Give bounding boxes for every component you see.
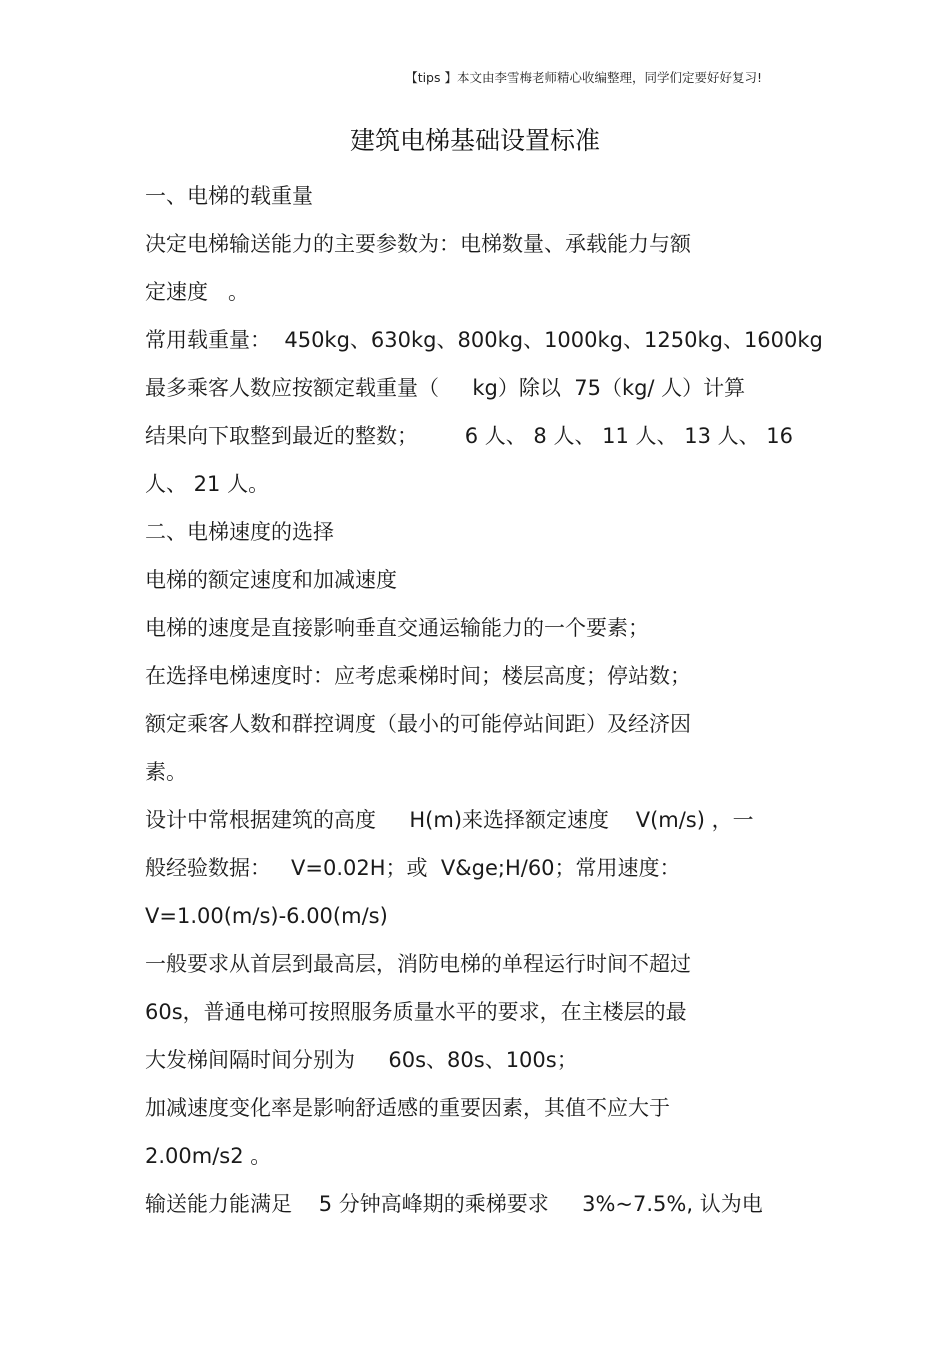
- paragraph-line: 60s，普通电梯可按照服务质量水平的要求，在主楼层的最: [145, 1000, 687, 1024]
- paragraph-line: 决定电梯输送能力的主要参数为：电梯数量、承载能力与额: [145, 232, 691, 256]
- paragraph-line: 在选择电梯速度时：应考虑乘梯时间；楼层高度；停站数；: [145, 664, 691, 688]
- paragraph-line: 加减速度变化率是影响舒适感的重要因素，其值不应大于: [145, 1096, 670, 1120]
- section-heading-load: 一、电梯的载重量: [145, 184, 313, 208]
- paragraph-line: 一般要求从首层到最高层，消防电梯的单程运行时间不超过: [145, 952, 691, 976]
- paragraph-line: 输送能力能满足 5 分钟高峰期的乘梯要求 3%~7.5%, 认为电: [145, 1192, 763, 1216]
- paragraph-line: 额定乘客人数和群控调度（最小的可能停站间距）及经济因: [145, 712, 691, 736]
- paragraph-line: 电梯的速度是直接影响垂直交通运输能力的一个要素；: [145, 616, 649, 640]
- paragraph-line: 设计中常根据建筑的高度 H(m)来选择额定速度 V(m/s) ，一: [145, 808, 754, 832]
- header-tips: 【tips 】本文由李雪梅老师精心收编整理，同学们定要好好复习!: [405, 70, 762, 85]
- paragraph-line: 2.00m/s2 。: [145, 1144, 272, 1168]
- paragraph-line: 最多乘客人数应按额定载重量（ kg）除以 75（kg/ 人）计算: [145, 376, 746, 400]
- paragraph-line: 定速度 。: [145, 280, 250, 304]
- paragraph-line: 结果向下取整到最近的整数； 6 人、 8 人、 11 人、 13 人、 16: [145, 424, 794, 448]
- paragraph-line: 常用载重量： 450kg、630kg、800kg、1000kg、1250kg、1600kg: [145, 328, 823, 352]
- paragraph-line: 大发梯间隔时间分别为 60s、80s、100s；: [145, 1048, 578, 1072]
- paragraph-line: 般经验数据： V=0.02H；或 V&ge;H/60；常用速度：: [145, 856, 681, 880]
- paragraph-line: 电梯的额定速度和加减速度: [145, 568, 397, 592]
- paragraph-line: V=1.00(m/s)-6.00(m/s): [145, 904, 388, 928]
- page-title: 建筑电梯基础设置标准: [349, 126, 600, 155]
- paragraph-line: 人、 21 人。: [145, 472, 270, 496]
- section-heading-speed: 二、电梯速度的选择: [145, 520, 334, 544]
- paragraph-line: 素。: [145, 760, 187, 784]
